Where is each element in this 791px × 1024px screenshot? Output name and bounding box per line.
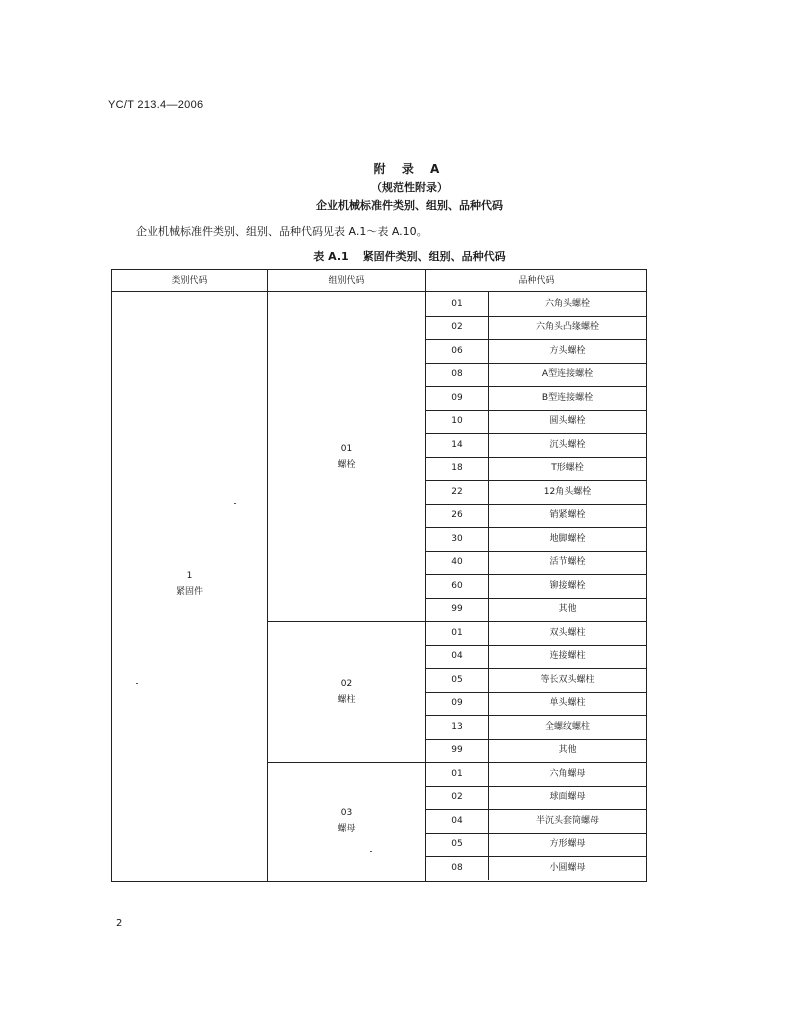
variety-name: 方形螺母: [549, 839, 586, 850]
variety-name: 六角头螺栓: [544, 298, 590, 309]
variety-code: 04: [451, 651, 463, 662]
variety-name: B型连接螺栓: [541, 392, 594, 403]
variety-code: 05: [451, 839, 463, 850]
variety-name: A型连接螺栓: [541, 369, 594, 380]
table-rule-vertical: [488, 292, 489, 621]
code-table: [111, 269, 647, 882]
variety-name: 沉头螺栓: [549, 439, 586, 450]
variety-code: 30: [451, 533, 463, 544]
variety-code: 01: [451, 627, 463, 638]
variety-code: 02: [451, 322, 463, 333]
table-caption-text: 紧固件类别、组别、品种代码: [362, 250, 506, 263]
variety-name: 铆接螺栓: [549, 580, 586, 591]
variety-code: 06: [451, 345, 463, 356]
group-cell: [268, 805, 425, 837]
variety-name: 销紧螺栓: [549, 510, 586, 521]
group-code: 01: [340, 444, 353, 454]
header-group-code: 组别代码: [328, 275, 365, 286]
appendix-subtitle: （规范性附录）: [371, 181, 448, 194]
variety-code: 09: [451, 698, 463, 709]
category-code: 1: [186, 571, 193, 581]
header-category-code: 类别代码: [171, 275, 208, 286]
group-name: 螺母: [337, 824, 356, 834]
header-variety-code: 品种代码: [518, 275, 555, 286]
variety-name: 等长双头螺柱: [540, 674, 595, 685]
variety-name: 全螺纹螺柱: [544, 721, 590, 732]
variety-name: 其他: [558, 604, 577, 615]
variety-code: 01: [451, 768, 463, 779]
page-number: 2: [116, 918, 123, 929]
variety-name: 连接螺柱: [549, 651, 586, 662]
intro-paragraph: 企业机械标准件类别、组别、品种代码见表 A.1～表 A.10。: [136, 225, 428, 238]
group-code: 03: [340, 808, 353, 818]
category-cell: [112, 568, 267, 600]
scan-speck: [136, 683, 138, 684]
variety-name: 圆头螺栓: [549, 416, 586, 427]
table-caption-number: 表 A.1: [313, 250, 349, 263]
variety-name: 半沉头套筒螺母: [535, 815, 599, 826]
variety-code: 01: [451, 298, 463, 309]
variety-code: 14: [451, 439, 463, 450]
variety-name: 其他: [558, 745, 577, 756]
group-name: 螺栓: [337, 460, 356, 470]
group-cell: [268, 676, 425, 708]
variety-code: 18: [451, 463, 463, 474]
standard-number: YC/T 213.4—2006: [108, 99, 204, 111]
variety-code: 04: [451, 815, 463, 826]
variety-name: 六角螺母: [549, 768, 586, 779]
variety-name: 12角头螺栓: [543, 486, 592, 497]
variety-code: 02: [451, 792, 463, 803]
appendix-heading: 企业机械标准件类别、组别、品种代码: [316, 199, 503, 212]
variety-code: 13: [451, 721, 463, 732]
variety-code: 05: [451, 674, 463, 685]
scan-speck: [234, 503, 236, 504]
scan-speck: [370, 851, 372, 852]
variety-name: 小圆螺母: [549, 862, 586, 873]
variety-name: 地脚螺栓: [549, 533, 586, 544]
appendix-title: 附 录 A: [373, 162, 446, 176]
table-rule-vertical: [488, 762, 489, 880]
variety-code: 60: [451, 580, 463, 591]
variety-code: 10: [451, 416, 463, 427]
variety-code: 08: [451, 862, 463, 873]
table-rule-vertical: [267, 270, 268, 881]
variety-code: 22: [451, 486, 463, 497]
group-code: 02: [340, 679, 353, 689]
group-name: 螺柱: [337, 695, 356, 705]
variety-code: 09: [451, 392, 463, 403]
variety-name: 方头螺栓: [549, 345, 586, 356]
variety-code: 99: [451, 745, 463, 756]
variety-name: 球面螺母: [549, 792, 586, 803]
group-cell: [268, 441, 425, 473]
variety-code: 26: [451, 510, 463, 521]
variety-name: 双头螺柱: [549, 627, 586, 638]
variety-name: 单头螺柱: [549, 698, 586, 709]
variety-code: 08: [451, 369, 463, 380]
table-rule-vertical: [488, 621, 489, 762]
variety-code: 99: [451, 604, 463, 615]
category-name: 紧固件: [175, 587, 203, 597]
variety-name: T形螺栓: [551, 463, 584, 474]
variety-code: 40: [451, 557, 463, 568]
variety-name: 活节螺栓: [549, 557, 586, 568]
table-caption: [0, 248, 791, 264]
variety-name: 六角头凸缘螺栓: [535, 322, 599, 333]
